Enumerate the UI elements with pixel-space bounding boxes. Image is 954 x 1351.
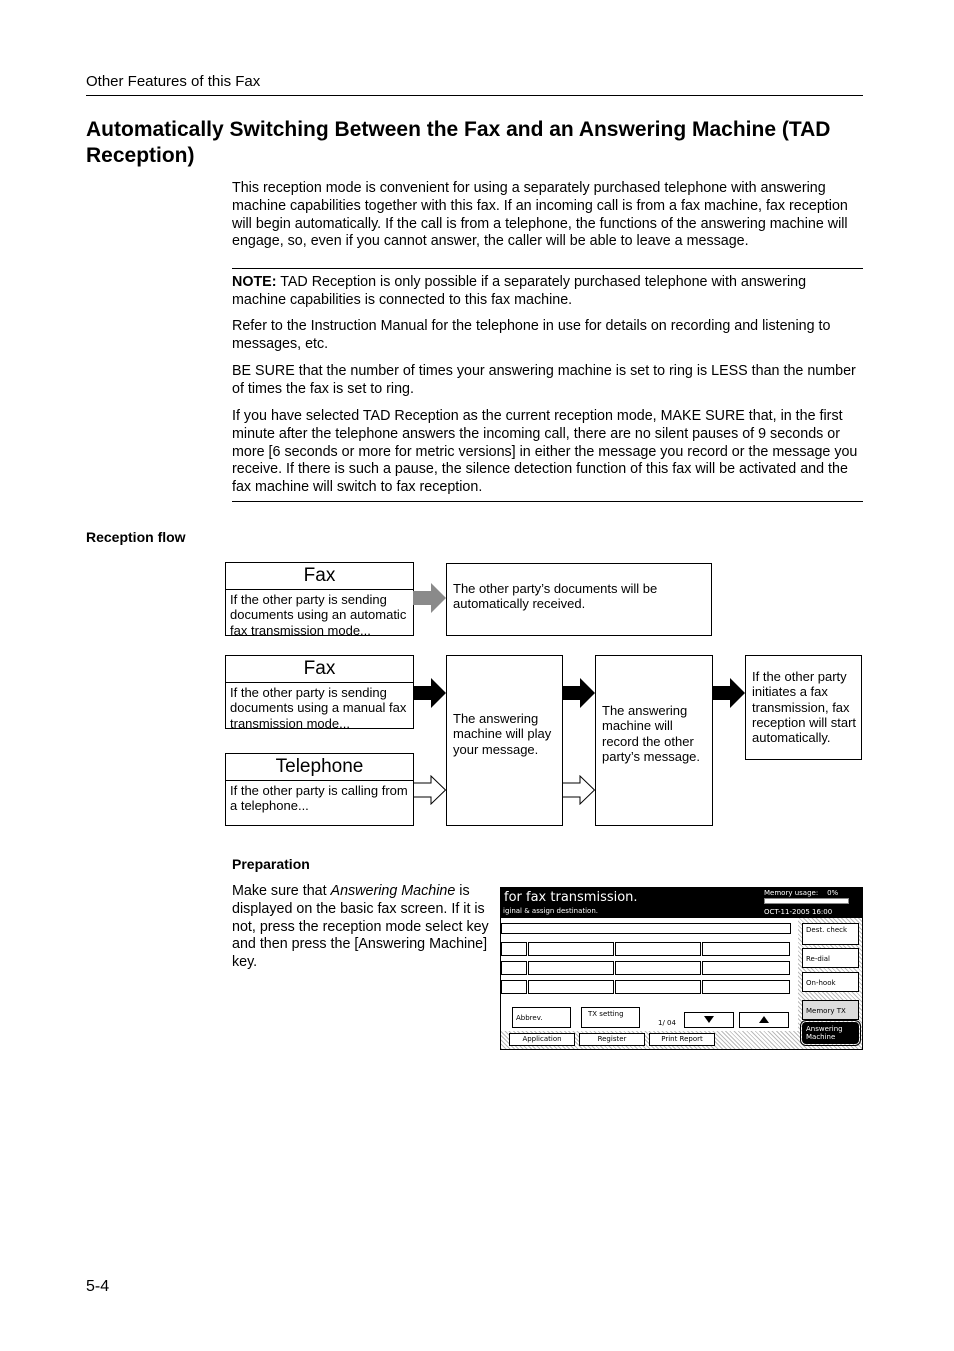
fax-manual-text: If the other party is sending documents using a manual fax transmission mode... [230,685,407,731]
preparation-text-a: Make sure that [232,883,331,899]
header-rule [86,95,863,96]
re-dial-button[interactable] [802,948,859,968]
one-touch-key[interactable] [501,961,527,975]
one-touch-key[interactable] [501,942,527,956]
running-header: Other Features of this Fax [86,73,261,90]
auto-receive-text: The other party’s documents will be automatically received. [453,581,658,612]
preparation-heading: Preparation [232,856,310,872]
note-paragraph [232,274,864,310]
play-message-box [446,655,563,826]
play-message-text: The answering machine will play your message. [453,711,552,757]
telephone-text: If the other party is calling from a telephone... [230,783,408,814]
scroll-down-button[interactable] [684,1012,734,1028]
note-text: TAD Reception is only possible if a separately purchased telephone with answering machine capabilities is connected to this fax machine. [232,274,807,308]
answering-machine-label: Answering Machine [806,1025,843,1041]
one-touch-key[interactable] [528,980,614,994]
preparation-text-em: Answering Machine [330,883,456,899]
black-arrow-icon [562,678,596,708]
screen-date: OCT-11-2005 16:00 [764,908,833,916]
fax-manual-title: Fax [226,656,413,683]
section-title: Automatically Switching Between the Fax and an Answering Machine (TAD Reception) [86,118,831,167]
note-paragraph-2: Refer to the Instruction Manual for the telephone in use for details on recording and listening to messages, etc. [232,318,831,352]
one-touch-key[interactable] [501,980,527,994]
one-touch-key[interactable] [702,980,790,994]
preparation-text [232,883,490,972]
gray-arrow-icon [413,583,447,613]
dest-check-button[interactable] [802,923,859,945]
triangle-up-icon [740,1013,788,1027]
answering-machine-button[interactable] [802,1022,859,1044]
fax-auto-text: If the other party is sending documents using an automatic fax transmission mode... [230,592,407,638]
fax-reception-text: If the other party initiates a fax transmission, fax reception will start automatically. [752,669,857,746]
black-arrow-icon [712,678,746,708]
triangle-down-icon [685,1013,733,1027]
record-message-text: The answering machine will record the other party’s message. [602,703,701,764]
record-message-box [595,655,713,826]
intro-paragraph: This reception mode is convenient for using a separately purchased telephone with answering machine capabilities together with this fax. If an incoming call is from a fax machine, fax reception will begin automatically. If the call is from a telephone, the functions of the answering machine will engage, so, even if you cannot answer, the caller will be able to leave a message. [232,180,848,250]
dest-check-label: Dest. check [806,926,848,934]
note-label: NOTE: [232,274,277,290]
one-touch-key[interactable] [615,961,701,975]
one-touch-key[interactable] [528,942,614,956]
fax-reception-box [745,655,862,760]
screen-title-bar [501,888,862,918]
destination-field[interactable] [501,923,791,934]
screen-subtitle: iginal & assign destination. [503,907,598,915]
one-touch-key[interactable] [702,961,790,975]
tab-application[interactable]: Application [509,1033,575,1046]
black-arrow-icon [413,678,447,708]
fax-manual-box [225,655,414,729]
tx-setting-button[interactable]: TX setting [581,1007,640,1028]
one-touch-key[interactable] [615,980,701,994]
one-touch-key[interactable] [702,942,790,956]
memory-bar [764,898,849,904]
telephone-title: Telephone [226,754,413,781]
reception-flow-heading: Reception flow [86,529,186,545]
fax-screen [500,887,863,1050]
memory-usage [764,889,838,897]
abbrev-button[interactable]: Abbrev. [512,1007,571,1028]
auto-receive-box [446,563,712,636]
fax-auto-box [225,562,414,636]
note-bottom-rule [232,501,863,502]
outline-arrow-icon [413,775,447,805]
side-panel [798,918,862,1049]
on-hook-label: On-hook [806,979,836,987]
page-indicator: 1/ 04 [658,1019,676,1027]
preparation-text-b: is displayed on the basic fax screen. If it is not, press the reception mode select key and then press the [Answering Machine] key. [232,883,489,971]
outline-arrow-icon [562,775,596,805]
fax-auto-title: Fax [226,563,413,590]
on-hook-button[interactable] [802,972,859,992]
note-paragraph-4: If you have selected TAD Reception as the current reception mode, MAKE SURE that, in the first minute after the telephone answers the incoming call, there are no silent pauses of 9 seconds or more [6 seconds or more for metric versions] in either the message you record or the message you receive. If there is such a pause, the silence detection function of this fax will be activated and the fax machine will switch to fax reception. [232,408,858,496]
tab-register[interactable]: Register [579,1033,645,1046]
memory-value: 0% [827,889,839,897]
note-top-rule [232,268,863,269]
memory-tx-button[interactable] [802,1000,859,1020]
telephone-box [225,753,414,826]
tab-print-report[interactable]: Print Report [649,1033,715,1046]
memory-label: Memory usage: [764,889,819,897]
one-touch-key[interactable] [615,942,701,956]
one-touch-key[interactable] [528,961,614,975]
re-dial-label: Re-dial [806,955,831,963]
page-number: 5-4 [86,1278,110,1295]
memory-tx-label: Memory TX [806,1007,846,1015]
bottom-tabs [501,1031,798,1049]
note-paragraph-3: BE SURE that the number of times your answering machine is set to ring is LESS than the number of times the fax is set to ring. [232,363,856,397]
screen-title: for fax transmission. [504,890,638,905]
scroll-up-button[interactable] [739,1012,789,1028]
